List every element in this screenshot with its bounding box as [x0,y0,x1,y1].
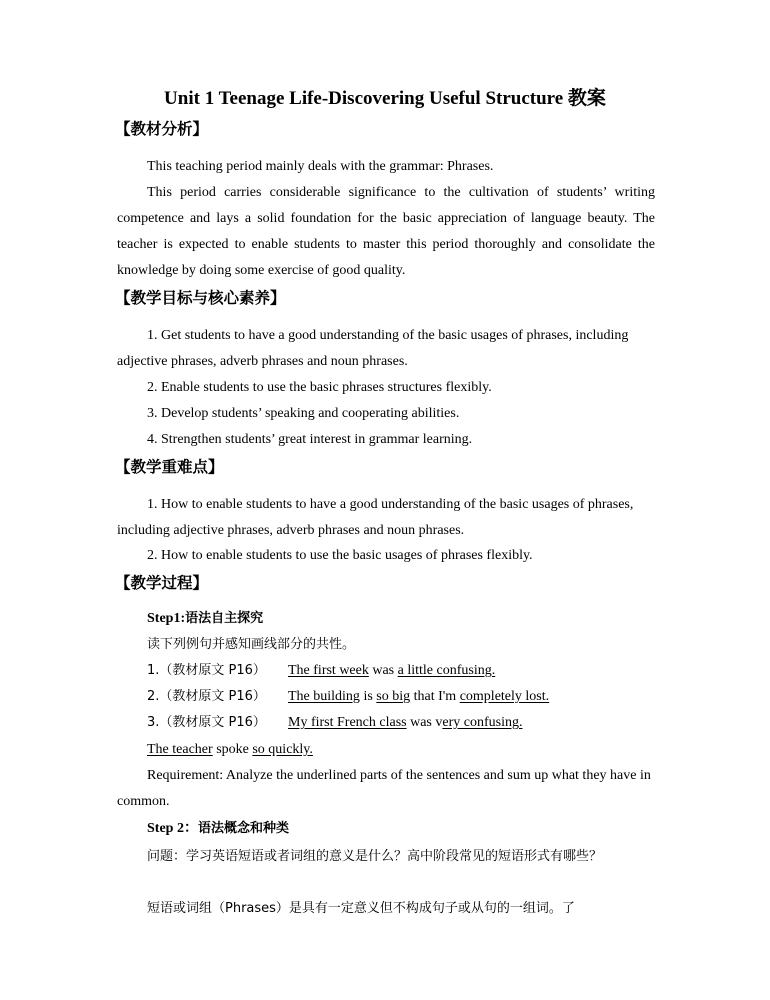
step1-title: 语法自主探究 [185,611,264,626]
keypoint-item-2: 2. How to enable students to use the basic usages of phrases flexibly. [147,548,533,563]
example-sentence-4 [147,737,313,763]
analysis-paragraph-1: This teaching period mainly deals with the grammar: Phrases. [147,159,494,174]
example-3-underline: My first French class [288,715,407,730]
section-heading-analysis: 【教材分析】 [115,120,209,138]
goal-item-3: 3. Develop students’ speaking and cooperating abilities. [147,406,460,421]
document-title: Unit 1 Teenage Life-Discovering Useful Structure 教案 [164,88,606,109]
example-4-underline: so quickly. [252,742,313,757]
step2-title: 语法概念和种类 [197,821,289,836]
example-2-underline: The building [288,689,360,704]
example-4-underline: The teacher [147,742,213,757]
example-sentence-3 [147,710,522,736]
definition-paragraph: 短语或词组（Phrases）是具有一定意义但不构成句子或从句的一组词。了 [147,901,575,916]
example-3-source: 3.（教材原文 P16） [147,715,266,730]
step2-heading [147,816,289,842]
requirement-paragraph: Requirement: Analyze the underlined parts of the sentences and sum up what they have in common. [117,768,651,809]
example-1-source: 1.（教材原文 P16） [147,663,266,678]
example-1-underline: a little confusing. [397,663,496,678]
goal-item-1: 1. Get students to have a good understanding of the basic usages of phrases, including adjective phrases, adverb phrases and noun phrases. [117,328,629,369]
step1-heading [147,606,263,632]
example-2-underline: completely lost. [459,689,550,704]
example-3-text: was v [406,715,443,730]
question-paragraph: 问题：学习英语短语或者词组的意义是什么？高中阶段常见的短语形式有哪些？ [147,849,603,864]
section-heading-keypoints: 【教学重难点】 [115,458,224,476]
example-sentence-1 [147,658,495,684]
analysis-paragraph-2: This period carries considerable significance to the cultivation of students’ writing competence and lays a solid foundation for the basic appreciation of language beauty. The teacher is expected to enable students to master this period thoroughly and consolidate the knowledge by doing some exercise of good quality. [117,185,655,278]
example-4-text: spoke [212,742,253,757]
goal-item-2: 2. Enable students to use the basic phrases structures flexibly. [147,380,492,395]
step1-label: Step1: [147,611,186,626]
step1-instruction: 读下列例句并感知画线部分的共性。 [147,637,356,652]
step2-label: Step 2： [147,821,198,836]
example-2-underline: so big [376,689,411,704]
example-2-text: is [359,689,377,704]
example-1-text: was [368,663,398,678]
example-2-text: that I'm [410,689,460,704]
example-3-underline: ery confusing. [442,715,523,730]
section-heading-process: 【教学过程】 [115,574,209,592]
example-2-source: 2.（教材原文 P16） [147,689,266,704]
goal-item-4: 4. Strengthen students’ great interest in grammar learning. [147,432,473,447]
keypoint-item-1: 1. How to enable students to have a good understanding of the basic usages of phrases, including adjective phrases, adverb phrases and noun phrases. [117,497,634,538]
example-1-underline: The first week [288,663,369,678]
example-sentence-2 [147,684,549,710]
section-heading-goals: 【教学目标与核心素养】 [115,289,286,307]
